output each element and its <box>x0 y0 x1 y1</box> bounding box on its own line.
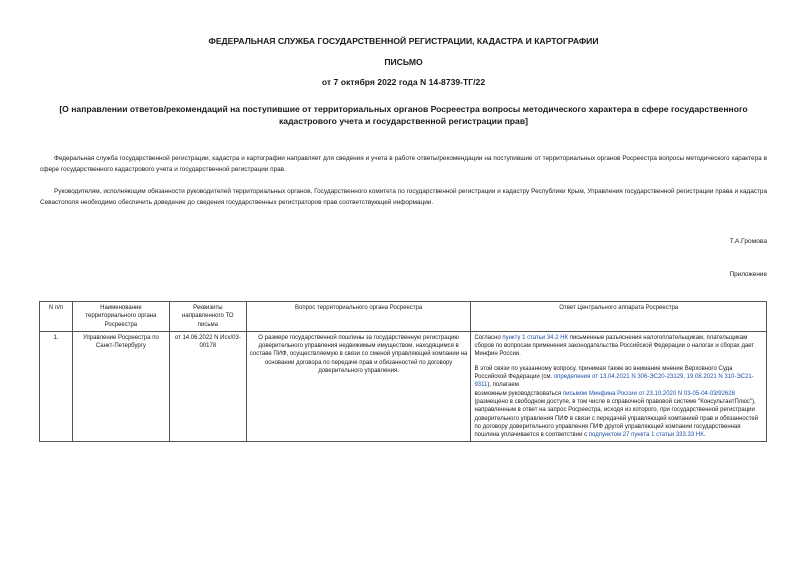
table-row <box>40 331 767 442</box>
appendix-label: Приложение <box>729 271 767 278</box>
answers-table <box>39 301 767 442</box>
row-requisites: от 14.06.2022 N Исх/03-00178 <box>169 331 246 442</box>
law-link[interactable]: пункту 1 статьи 34.2 НК <box>502 334 569 341</box>
document-subject: [О направлении ответов/рекомендаций на поступившие от территориальных органов Росреестра вопросы методического характера в сфере государственного кадастрового учета и государственной регистрации прав] <box>59 104 748 126</box>
row-question: О размере государственной пошлины за государственную регистрацию доверительного управления недвижимым имуществом, находящимся в составе ПИФ, осуществляемую в связи со сменой управляющей компании на основании договора по передаче прав и обязанностей по договору доверительного управления. <box>246 331 471 442</box>
document-date-number: от 7 октября 2022 года N 14-8739-ТГ/22 <box>321 77 486 87</box>
col-header-requisites: Реквизиты направленного ТО письма <box>169 302 246 332</box>
col-header-organ: Наименование территориального органа Росреестра <box>72 302 169 332</box>
law-link[interactable]: подпунктом 27 пункта 1 статьи 333.33 НК <box>588 432 704 439</box>
row-answer <box>471 331 767 442</box>
answer-paragraph-3 <box>474 390 763 440</box>
answer-text: ), полагаем <box>487 382 519 389</box>
col-header-number: N п/п <box>40 302 73 332</box>
answer-text: Согласно <box>474 334 503 341</box>
answer-text: . <box>703 432 706 439</box>
document-type: ПИСЬМО <box>384 57 423 67</box>
minfin-letter-link[interactable]: письмом Минфина России от 23.10.2020 N 03-05-04-03/92628 <box>562 390 735 397</box>
answer-paragraph-1 <box>474 334 763 359</box>
signature: Т.А.Громова <box>729 238 767 245</box>
row-organ: Управление Росреестра по Санкт-Петербургу <box>72 331 169 442</box>
answer-paragraph-2 <box>474 365 763 390</box>
answer-text: возможным руководствоваться <box>474 390 563 397</box>
table-header-row <box>40 302 767 332</box>
body-paragraph-1: Федеральная служба государственной регистрации, кадастра и картографии направляет для сведения и учета в работе ответы/рекомендации на поступившие от территориальных органов Росреестра вопросы методического характера в сфере государственного кадастрового учета и государственной регистрации прав. <box>40 155 767 173</box>
body-paragraph-2: Руководителям, исполняющим обязанности руководителей территориальных органов, Государственного комитета по государственной регистрации и кадастру Республики Крым, Управления государственной регистрации права и кадастра Севастополя необходимо обеспечить доведение до сведения государственных регистраторов прав соответствующей информации. <box>40 188 767 206</box>
answer-text: В этой связи по указанному вопросу, принимая также во внимание мнение Верховного Суда Российской Федерации (см. <box>474 365 733 381</box>
answer-text: (размещено в свободном доступе, в том числе в справочной правовой системе "КонсультантПлюс"), направленным в ответ на запрос Росреестра, исходя из которого, при государственной регистрации доверительного управления ПИФ в связи с передачей управляющей компанией прав и обязанностей по договору доверительного управления ПИФ другой управляющей компании государственная пошлина уплачивается в соответствии с <box>474 398 759 439</box>
col-header-question: Вопрос территориального органа Росреестра <box>246 302 471 332</box>
agency-title: ФЕДЕРАЛЬНАЯ СЛУЖБА ГОСУДАРСТВЕННОЙ РЕГИСТРАЦИИ, КАДАСТРА И КАРТОГРАФИИ <box>208 36 599 46</box>
court-ruling-link[interactable]: определения от 13.04.2021 N 306-ЭС20-23129, 19.08.2021 N 310-ЭС21-9311 <box>474 374 754 389</box>
col-header-answer: Ответ Центрального аппарата Росреестра <box>471 302 767 332</box>
row-number: 1. <box>40 331 73 442</box>
answer-text: письменные разъяснения налогоплательщикам, плательщикам сборов по вопросам применения законодательства Российской Федерации о налогах и сборах дает Минфин России. <box>474 334 755 358</box>
